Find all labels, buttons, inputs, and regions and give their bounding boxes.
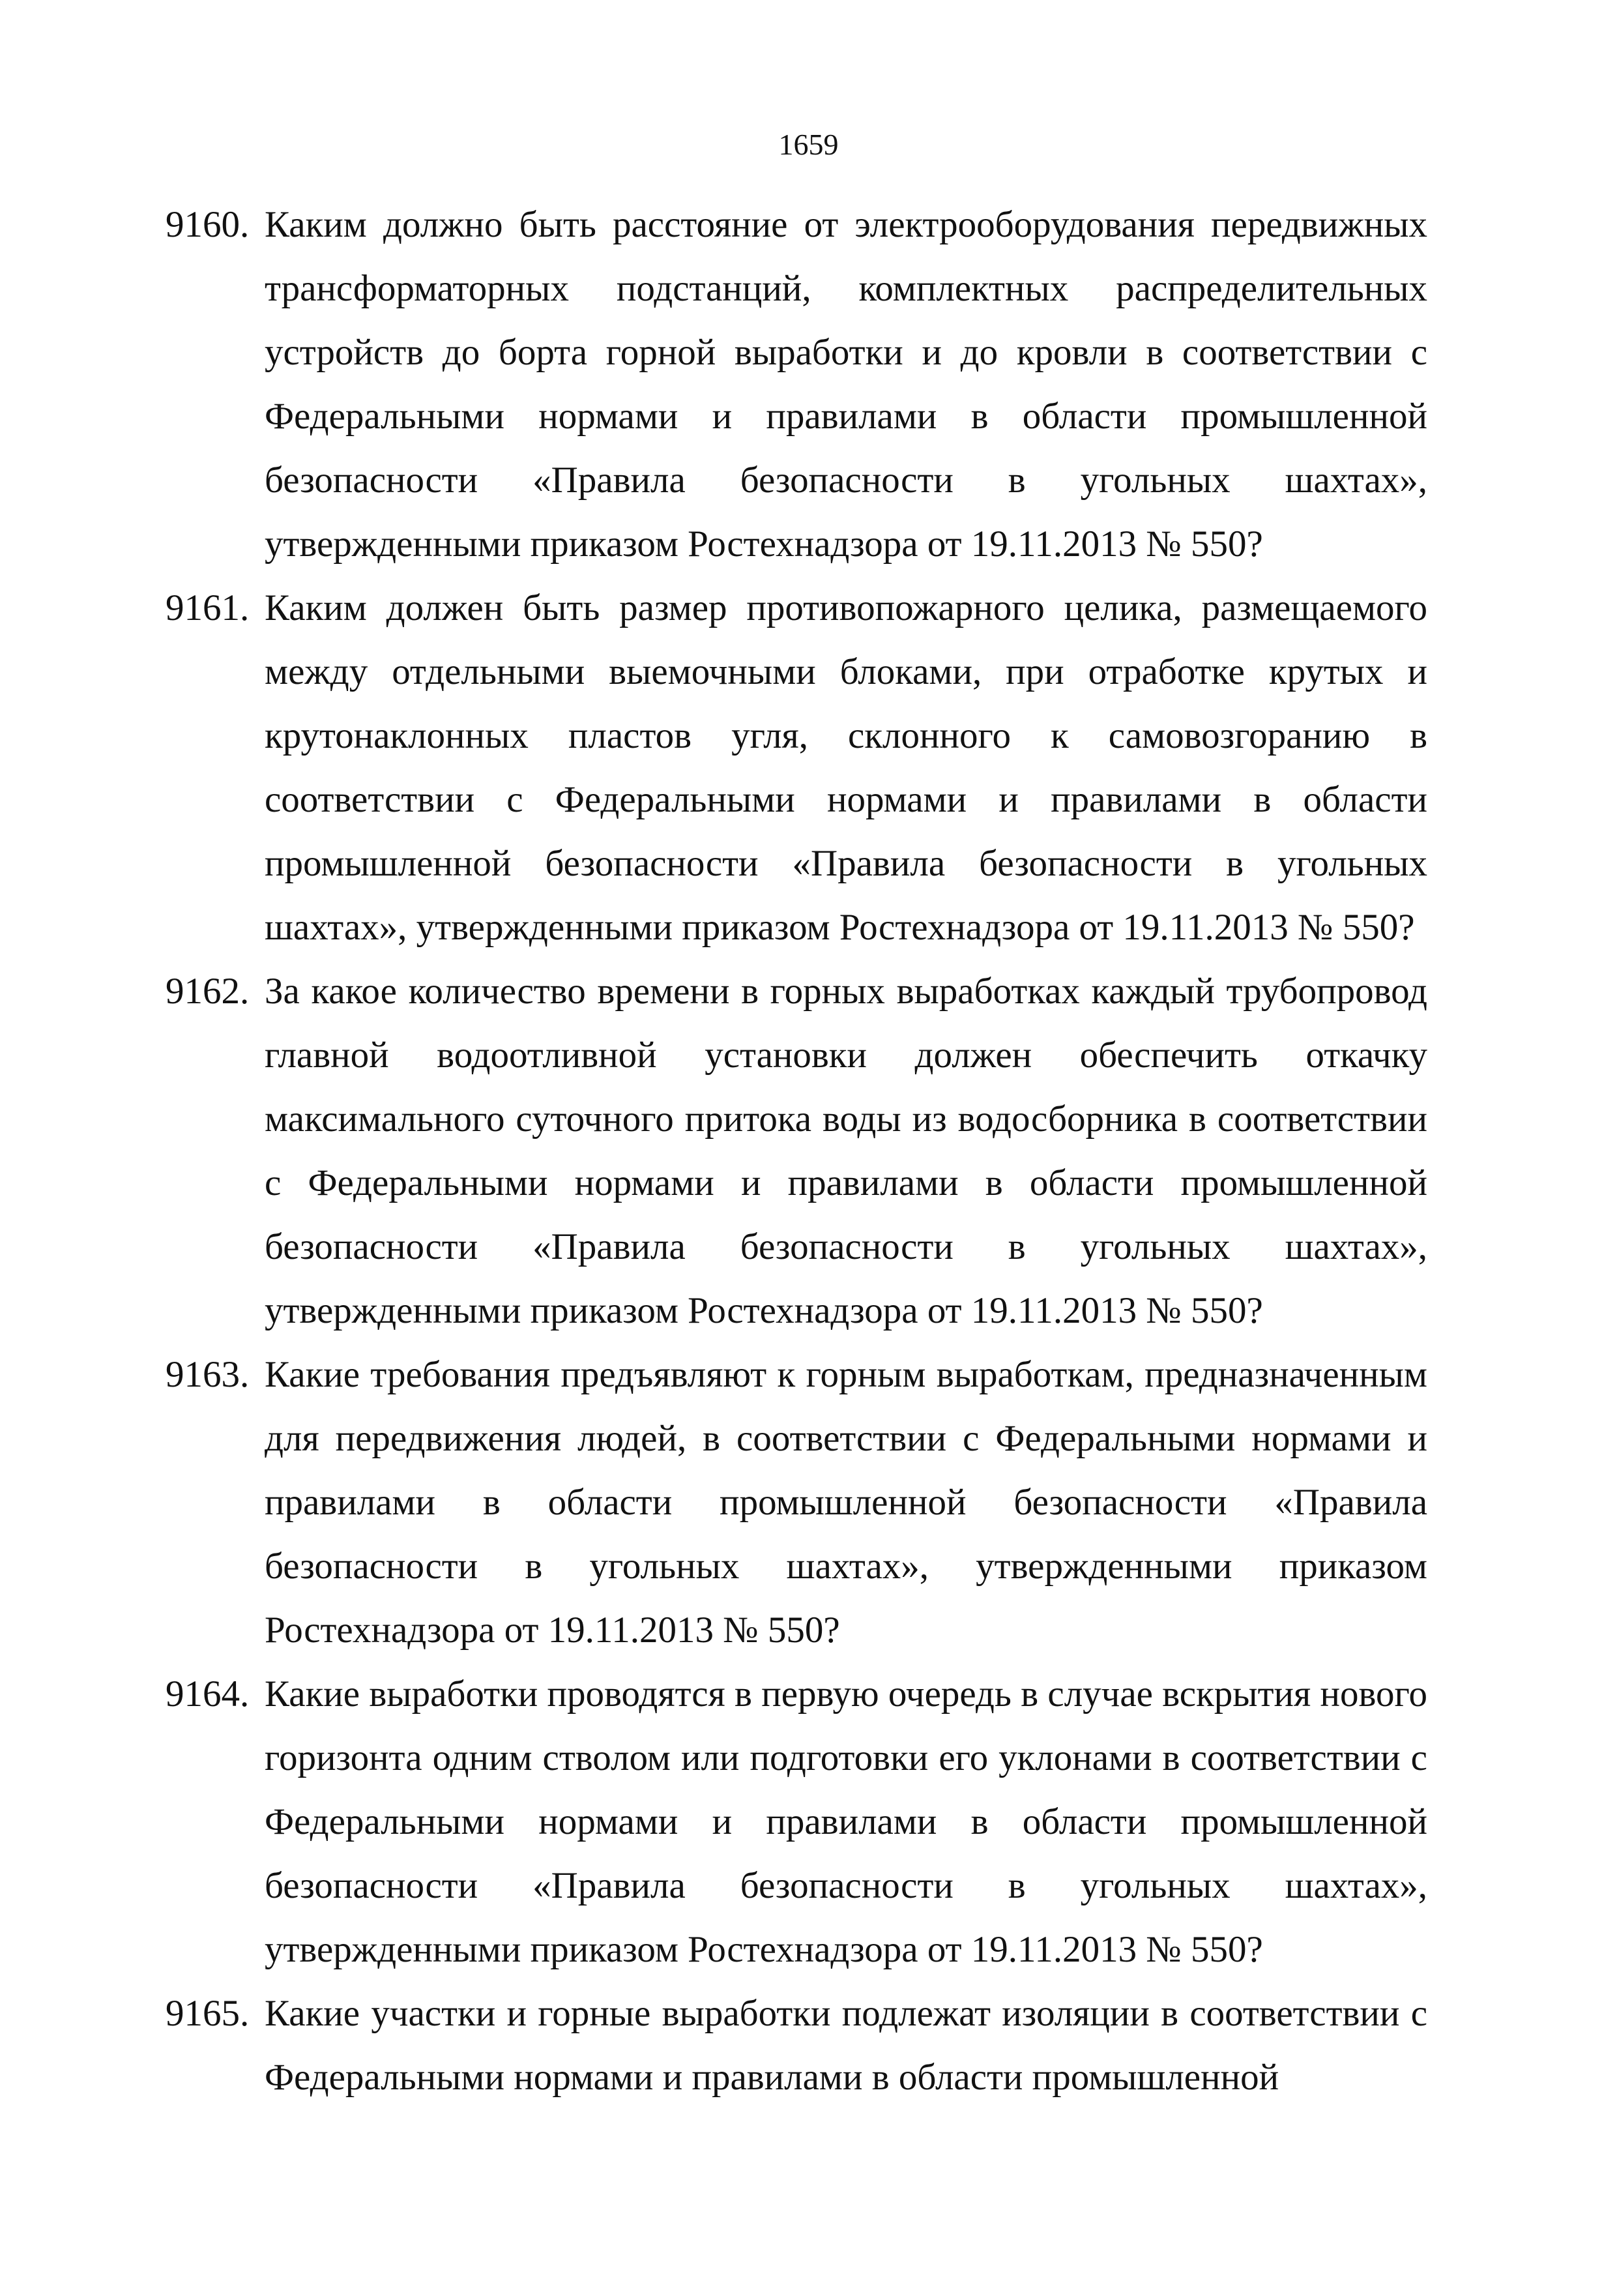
question-text: Какие выработки проводятся в первую очередь в случае вскрытия нового горизонта одним стволом или подготовки его уклонами в соответствии с Федеральными нормами и правилами в области промышленной безопасности «Правила безопасности в угольных шахтах», утвержденными приказом Ростехнадзора от 19.11.2013 № 550? xyxy=(265,1673,1427,1970)
question-number: 9165. xyxy=(166,1993,250,2034)
question-item xyxy=(166,576,1427,960)
question-item xyxy=(166,193,1427,576)
question-text: Каким должно быть расстояние от электрооборудования передвижных трансформаторных подстанций, комплектных распределительных устройств до борта горной выработки и до кровли в соответствии с Федеральными нормами и правилами в области промышленной безопасности «Правила безопасности в угольных шахтах», утвержденными приказом Ростехнадзора от 19.11.2013 № 550? xyxy=(265,204,1427,565)
question-item xyxy=(166,1343,1427,1662)
question-text: Каким должен быть размер противопожарного целика, размещаемого между отдельными выемочными блоками, при отработке крутых и крутонаклонных пластов угля, склонного к самовозгоранию в соответствии с Федеральными нормами и правилами в области промышленной безопасности «Правила безопасности в угольных шахтах», утвержденными приказом Ростехнадзора от 19.11.2013 № 550? xyxy=(265,587,1427,948)
question-number: 9164. xyxy=(166,1673,250,1715)
question-text: За какое количество времени в горных выработках каждый трубопровод главной водоотливной установки должен обеспечить откачку максимального суточного притока воды из водосборника в соответствии с Федеральными нормами и правилами в области промышленной безопасности «Правила безопасности в угольных шахтах», утвержденными приказом Ростехнадзора от 19.11.2013 № 550? xyxy=(265,971,1427,1331)
question-text: Какие участки и горные выработки подлежат изоляции в соответствии с Федеральными нормами и правилами в области промышленной xyxy=(265,1993,1427,2098)
question-number: 9162. xyxy=(166,971,250,1012)
question-list xyxy=(166,193,1427,2110)
question-item xyxy=(166,960,1427,1343)
question-text: Какие требования предъявляют к горным выработкам, предназначенным для передвижения людей, в соответствии с Федеральными нормами и правилами в области промышленной безопасности «Правила безопасности в угольных шахтах», утвержденными приказом Ростехнадзора от 19.11.2013 № 550? xyxy=(265,1354,1427,1651)
question-number: 9160. xyxy=(166,204,250,245)
question-number: 9161. xyxy=(166,587,250,628)
question-item xyxy=(166,1662,1427,1982)
page-number: 1659 xyxy=(778,128,839,161)
question-number: 9163. xyxy=(166,1354,250,1395)
question-item xyxy=(166,1982,1427,2110)
